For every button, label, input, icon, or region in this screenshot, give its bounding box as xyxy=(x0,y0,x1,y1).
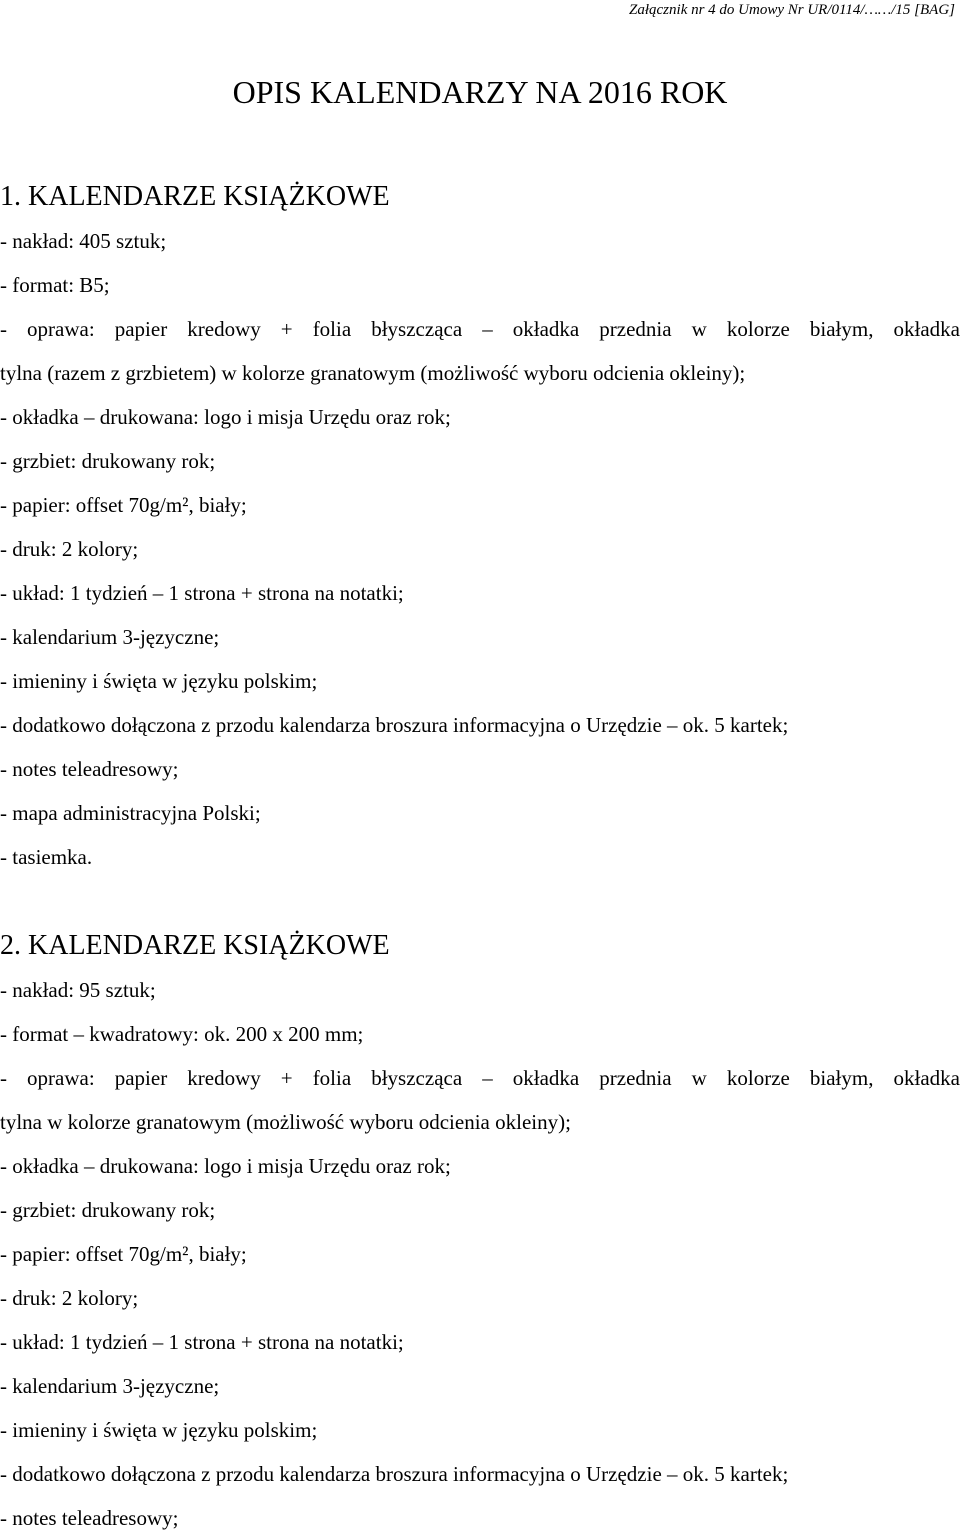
spec-line-brochure: - dodatkowo dołączona z przodu kalendarza broszura informacyjna o Urzędzie – ok. 5 kartek; xyxy=(0,713,789,737)
spec-line-binding: - oprawa: papier kredowy + folia błyszcząca – okładka przednia w kolorze białym, okładka xyxy=(0,1066,960,1090)
spec-line-binding: - oprawa: papier kredowy + folia błyszcząca – okładka przednia w kolorze białym, okładka xyxy=(0,317,960,341)
spec-line-print: - druk: 2 kolory; xyxy=(0,537,139,561)
spec-line-name-days: - imieniny i święta w języku polskim; xyxy=(0,1418,318,1442)
spec-line-layout: - układ: 1 tydzień – 1 strona + strona na notatki; xyxy=(0,581,404,605)
spec-line-spine: - grzbiet: drukowany rok; xyxy=(0,449,216,473)
spec-line-paper: - papier: offset 70g/m², biały; xyxy=(0,1242,247,1266)
spec-line-quantity: - nakład: 95 sztuk; xyxy=(0,978,156,1002)
spec-line-layout: - układ: 1 tydzień – 1 strona + strona na notatki; xyxy=(0,1330,404,1354)
section-book-calendars-2 xyxy=(0,924,960,1540)
spec-line-calendarium: - kalendarium 3-języczne; xyxy=(0,1374,220,1398)
attachment-reference: Załącznik nr 4 do Umowy Nr UR/0114/……/15 [BAG] xyxy=(629,2,955,18)
spec-line-map: - mapa administracyjna Polski; xyxy=(0,801,261,825)
spec-line-address-book: - notes teleadresowy; xyxy=(0,757,179,781)
spec-line-calendarium: - kalendarium 3-języczne; xyxy=(0,625,220,649)
spec-line-name-days: - imieniny i święta w języku polskim; xyxy=(0,669,318,693)
spec-line-format: - format: B5; xyxy=(0,273,110,297)
spec-line-cover: - okładka – drukowana: logo i misja Urzędu oraz rok; xyxy=(0,405,451,429)
spec-line-print: - druk: 2 kolory; xyxy=(0,1286,139,1310)
spec-line-format: - format – kwadratowy: ok. 200 x 200 mm; xyxy=(0,1022,364,1046)
spec-line-paper: - papier: offset 70g/m², biały; xyxy=(0,493,247,517)
spec-line-ribbon: - tasiemka. xyxy=(0,845,93,869)
section-book-calendars-1 xyxy=(0,175,960,879)
spec-line-quantity: - nakład: 405 sztuk; xyxy=(0,229,167,253)
spec-line-spine: - grzbiet: drukowany rok; xyxy=(0,1198,216,1222)
spec-line-binding-continued: tylna (razem z grzbietem) w kolorze granatowym (możliwość wyboru odcienia okleiny); xyxy=(0,361,746,385)
spec-line-cover: - okładka – drukowana: logo i misja Urzędu oraz rok; xyxy=(0,1154,451,1178)
spec-line-brochure: - dodatkowo dołączona z przodu kalendarza broszura informacyjna o Urzędzie – ok. 5 kartek; xyxy=(0,1462,789,1486)
spec-line-binding-continued: tylna w kolorze granatowym (możliwość wyboru odcienia okleiny); xyxy=(0,1110,571,1134)
section-heading: 1. KALENDARZE KSIĄŻKOWE xyxy=(0,181,390,212)
spec-line-address-book: - notes teleadresowy; xyxy=(0,1506,179,1530)
section-heading: 2. KALENDARZE KSIĄŻKOWE xyxy=(0,930,390,961)
document-title: OPIS KALENDARZY NA 2016 ROK xyxy=(232,74,728,110)
